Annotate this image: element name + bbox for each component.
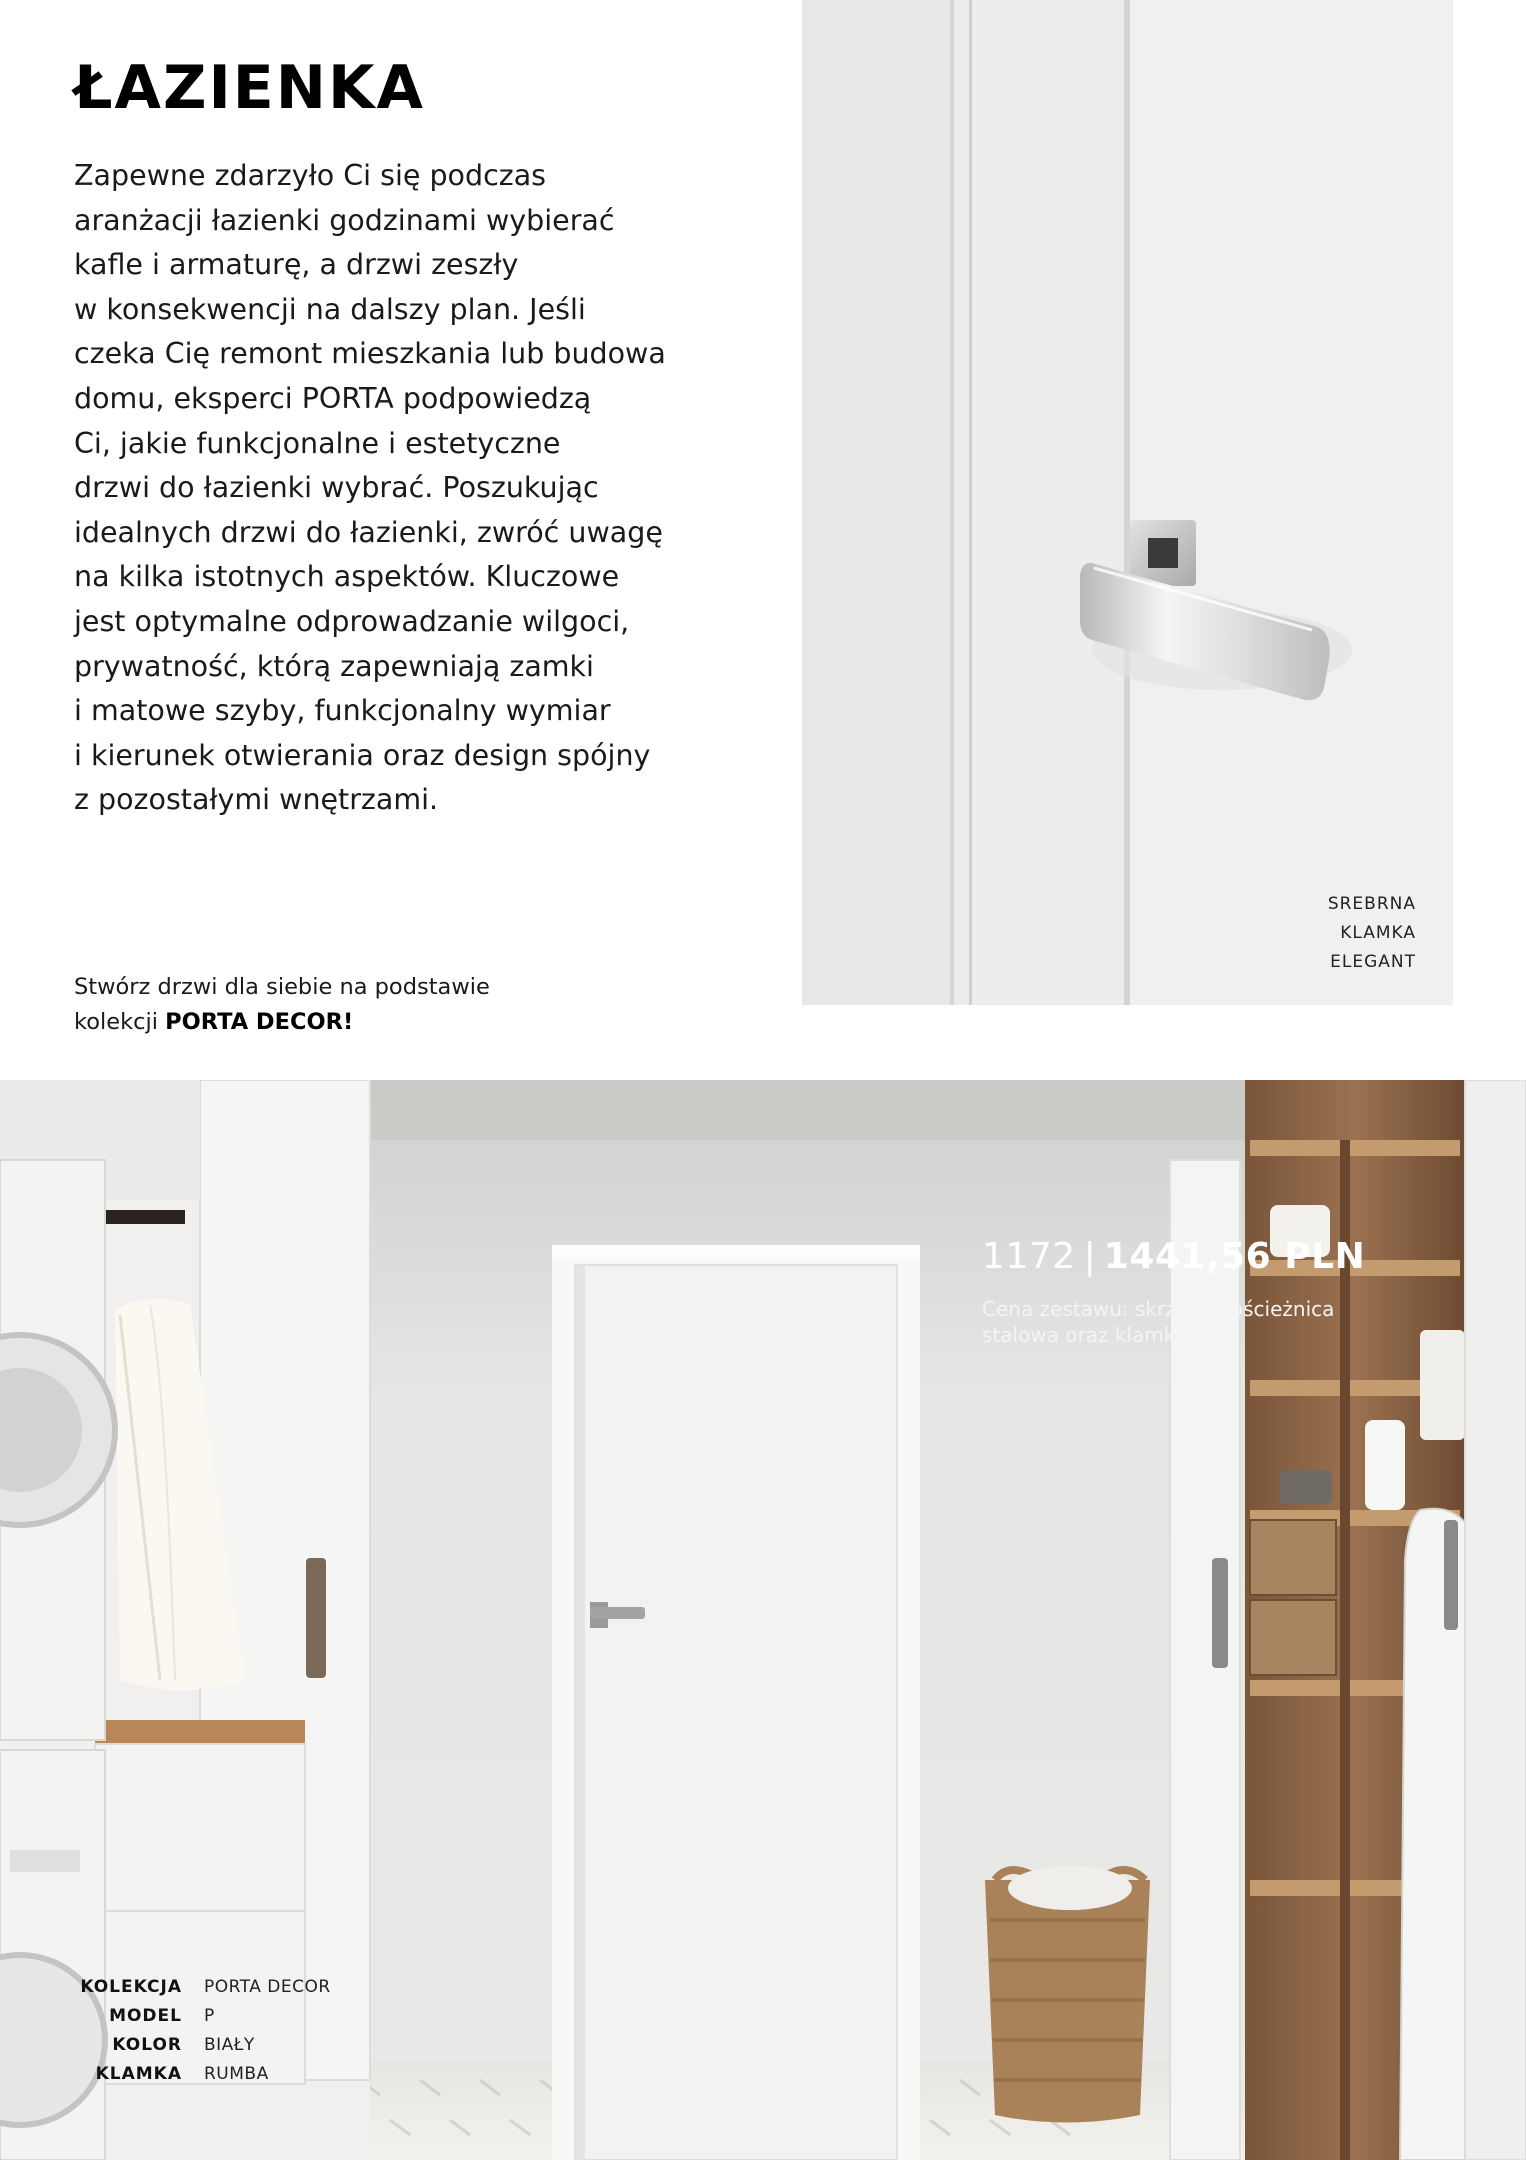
price-separator: | <box>1083 1236 1096 1277</box>
spec-label-kolor: KOLOR <box>112 2035 182 2055</box>
handle-caption-line-3: ELEGANT <box>1330 952 1416 972</box>
cta-text <box>74 970 594 1040</box>
cta-line-2 <box>74 1005 594 1040</box>
spec-value-kolekcja: PORTA DECOR <box>204 1977 331 1997</box>
spec-value-kolor: BIAŁY <box>204 2035 255 2055</box>
handle-caption-line-1: SREBRNA <box>1327 894 1416 914</box>
spec-table <box>74 1975 331 2087</box>
spec-label-kolekcja: KOLEKCJA <box>80 1977 182 1997</box>
cta-collection-name: PORTA DECOR! <box>165 1009 354 1035</box>
cta-line-2-prefix: kolekcji <box>74 1009 166 1035</box>
handle-caption-line-2: KLAMKA <box>1340 923 1416 943</box>
price-block <box>982 1234 1365 1348</box>
spec-label-klamka: KLAMKA <box>95 2064 182 2084</box>
price-note: Cena zestawu: skrzydło, ościeżnica stalowa oraz klamka <box>982 1297 1335 1347</box>
spec-value-model: P <box>204 2006 215 2026</box>
price-amount: 1441,56 PLN <box>1103 1236 1366 1277</box>
spec-label-model: MODEL <box>109 2006 182 2026</box>
handle-illustration <box>802 0 1453 1005</box>
product-code: 1172 <box>982 1236 1076 1277</box>
intro-paragraph: Zapewne zdarzyło Ci się podczas aranżacji łazienki godzinami wybierać kafle i armaturę, a drzwi zeszły w konsekwencji na dalszy plan. Jeśli czeka Cię remont mieszkania lub budowa domu, eksperci PORTA podpowiedzą Ci, jakie funkcjonalne i estetyczne drzwi do łazienki wybrać. Poszukując idealnych drzwi do łazienki, zwróć uwagę na kilka istotnych aspektów. Kluczowe jest optymalne odprowadzanie wilgoci, prywatność, którą zapewniają zamki i matowe szyby, funkcjonalny wymiar i kierunek otwierania oraz design spójny z pozostałymi wnętrzami. <box>74 159 666 817</box>
spec-value-klamka: RUMBA <box>204 2064 269 2084</box>
price-line <box>982 1234 1365 1280</box>
handle-photo <box>802 0 1453 1005</box>
room-photo <box>0 1080 1526 2160</box>
handle-caption <box>1328 890 1416 977</box>
cta-line-1: Stwórz drzwi dla siebie na podstawie <box>74 974 490 1000</box>
page-title: ŁAZIENKA <box>74 53 425 123</box>
